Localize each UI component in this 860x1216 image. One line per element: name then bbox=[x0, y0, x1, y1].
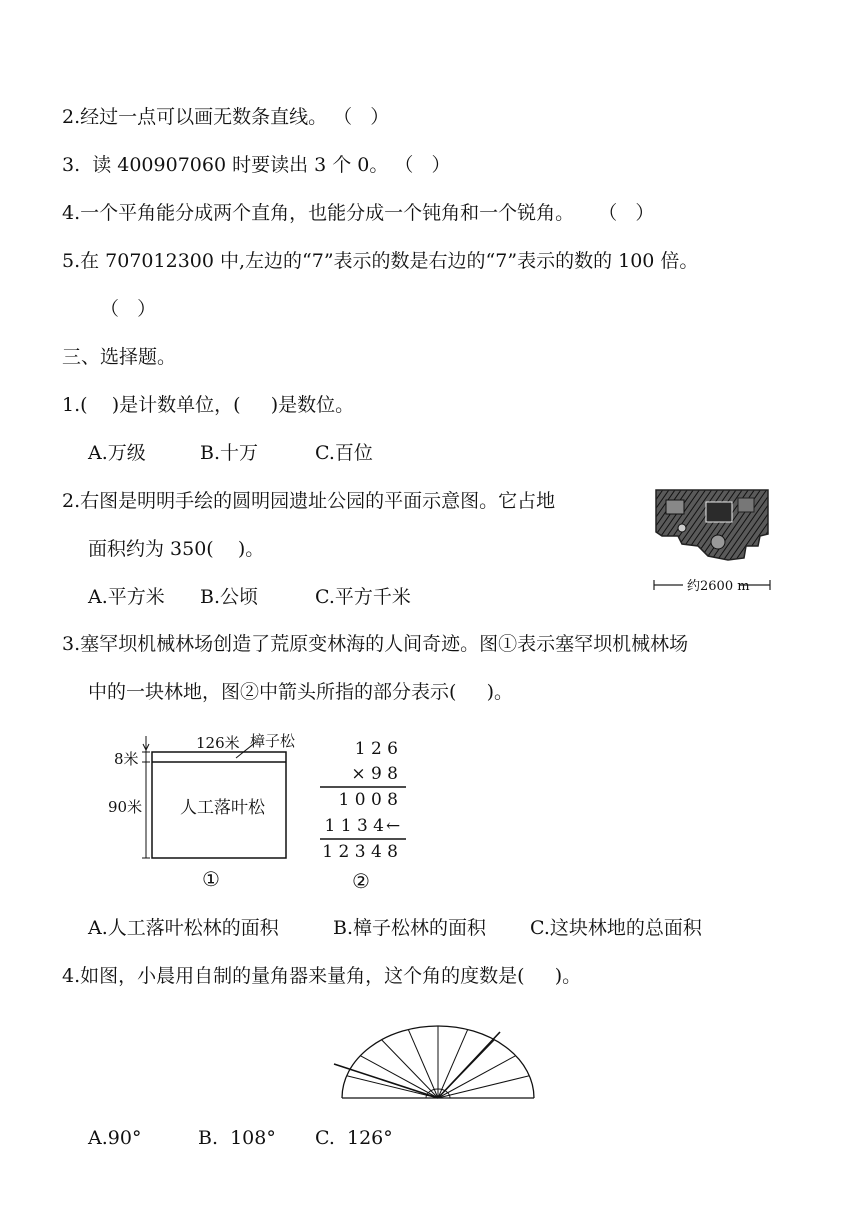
forest-side-big: 90米 bbox=[108, 798, 143, 816]
angle-ray-short bbox=[438, 1032, 500, 1098]
choice-q3-option-c: C.这块林地的总面积 bbox=[530, 917, 702, 939]
choice-q3-option-a: A.人工落叶松林的面积 bbox=[88, 917, 279, 939]
section-title: 三、选择题。 bbox=[62, 346, 177, 368]
mult-row-3: 1 0 0 8 bbox=[338, 790, 398, 810]
choice-q2-text2: 面积约为 350( )。 bbox=[88, 538, 265, 560]
choice-q3-text2: 中的一块林地，图②中箭头所指的部分表示( )。 bbox=[88, 681, 514, 703]
choice-q1-option-a: A.万级 bbox=[88, 442, 146, 464]
choice-q1-option-c: C.百位 bbox=[315, 442, 373, 464]
choice-q3-option-b: B.樟子松林的面积 bbox=[333, 917, 487, 939]
mult-row-5: 1 2 3 4 8 bbox=[322, 842, 398, 862]
forest-side-small: 8米 bbox=[114, 750, 139, 768]
mult-row-2: × 9 8 bbox=[351, 764, 398, 784]
protractor-division-line bbox=[438, 1076, 529, 1098]
protractor-division-line bbox=[438, 1056, 516, 1098]
protractor-division-line bbox=[408, 1030, 438, 1098]
forest-top-length: 126米 bbox=[196, 734, 240, 752]
forest-top-name: 樟子松 bbox=[250, 732, 296, 750]
choice-q4-option-c: C. 126° bbox=[315, 1127, 393, 1149]
judgement-q4: 4.一个平角能分成两个直角，也能分成一个钝角和一个锐角。 （ ） bbox=[62, 202, 655, 224]
protractor-division-line bbox=[438, 1030, 468, 1098]
choice-q4-text: 4.如图，小晨用自制的量角器来量角，这个角的度数是( )。 bbox=[62, 965, 582, 987]
choice-q1-option-b: B.十万 bbox=[200, 442, 259, 464]
choice-q2-option-b: B.公顷 bbox=[200, 586, 259, 608]
mult-row-4: 1 1 3 4 bbox=[324, 816, 384, 836]
park-map-figure bbox=[648, 484, 778, 596]
mult-arrow: ← bbox=[386, 816, 401, 836]
forest-fig-marker: ① bbox=[202, 867, 220, 890]
forest-inner-label: 人工落叶松 bbox=[180, 798, 265, 818]
judgement-q5: 5.在 707012300 中,左边的“7”表示的数是右边的“7”表示的数的 100 倍。 bbox=[62, 250, 699, 272]
judgement-q2: 2.经过一点可以画无数条直线。 （ ） bbox=[62, 106, 390, 128]
choice-q3-text1: 3.塞罕坝机械林场创造了荒原变林海的人间奇迹。图①表示塞罕坝机械林场 bbox=[62, 633, 689, 655]
protractor-figure bbox=[330, 1012, 546, 1108]
choice-q2-text1: 2.右图是明明手绘的圆明园遗址公园的平面示意图。它占地 bbox=[62, 490, 556, 512]
forest-plot-figure bbox=[108, 728, 308, 890]
choice-q4-option-b: B. 108° bbox=[198, 1127, 276, 1149]
choice-q4-option-a: A.90° bbox=[88, 1127, 142, 1149]
choice-q1-text: 1.( )是计数单位，( )是数位。 bbox=[62, 394, 355, 416]
judgement-q5-paren: （ ） bbox=[100, 298, 157, 320]
judgement-q3: 3. 读 400907060 时要读出 3 个 0。 （ ） bbox=[62, 154, 451, 176]
choice-q2-option-c: C.平方千米 bbox=[315, 586, 411, 608]
park-map-scale-label: 约2600 m bbox=[687, 579, 750, 594]
multiplication-figure bbox=[312, 732, 422, 892]
protractor-division-line bbox=[347, 1076, 438, 1098]
choice-q2-option-a: A.平方米 bbox=[88, 586, 165, 608]
mult-fig-marker: ② bbox=[352, 869, 370, 892]
mult-row-1: 1 2 6 bbox=[354, 739, 398, 759]
